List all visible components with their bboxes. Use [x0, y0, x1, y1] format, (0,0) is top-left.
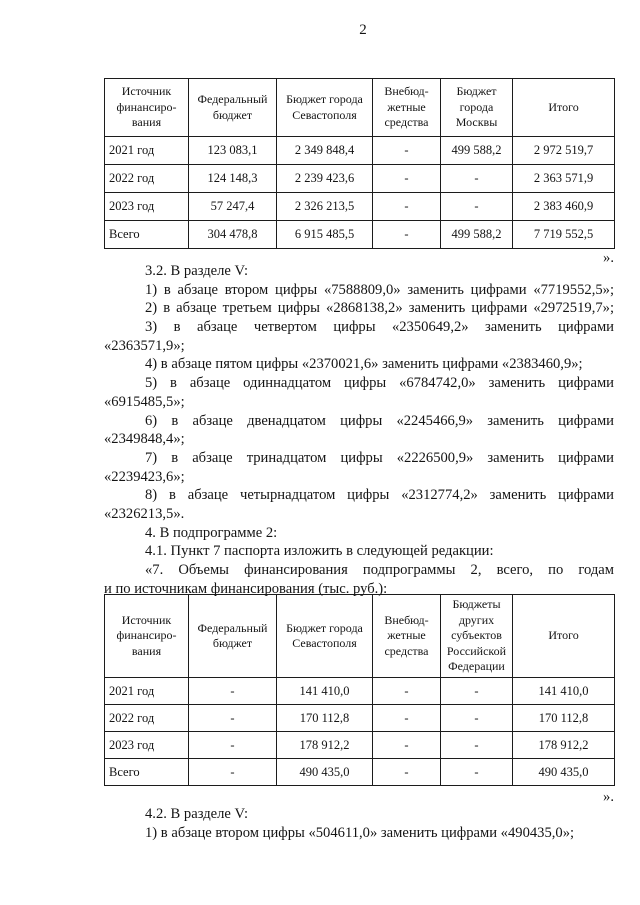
year-label: 2021 год — [105, 678, 189, 705]
extrabudgetary-value: - — [373, 678, 441, 705]
header-total — [513, 79, 615, 137]
amendments-text — [104, 262, 614, 598]
header-line: Севастополя — [292, 107, 357, 122]
sevastopol-budget-value: 178 912,2 — [277, 732, 373, 759]
amendment-item-8: 8) в абзаце четырнадцатом цифры «2312774,2» заменить цифрами — [145, 487, 614, 504]
quote-close-mark: ». — [603, 789, 614, 805]
section-heading-3-2: 3.2. В разделе V: — [145, 263, 249, 279]
header-line: Севастополя — [292, 636, 357, 650]
header-line: Бюджет города — [286, 92, 363, 106]
financing-table-1 — [104, 78, 615, 249]
year-label: 2023 год — [105, 193, 189, 221]
sevastopol-budget-value: 6 915 485,5 — [277, 221, 373, 249]
quote-close-mark: ». — [603, 250, 614, 266]
amendments-text-2 — [104, 805, 614, 842]
amendment-item-2: 2) в абзаце третьем цифры «2868138,2» заменить цифрами «2972519,7»; — [145, 300, 614, 317]
header-line: Федеральный — [197, 92, 268, 106]
header-line: Итого — [548, 628, 579, 643]
total-value: 2 972 519,7 — [513, 137, 615, 165]
financing-table-2 — [104, 594, 615, 786]
total-label: Всего — [105, 759, 189, 786]
header-line: вания — [131, 643, 162, 658]
amendment-item-6: 6) в абзаце двенадцатом цифры «2245466,9» заменить цифрами — [145, 412, 614, 429]
total-value: 141 410,0 — [513, 678, 615, 705]
total-value: 490 435,0 — [513, 759, 615, 786]
header-funding-source — [105, 595, 189, 678]
total-value: 7 719 552,5 — [513, 221, 615, 249]
header-line: Итого — [548, 99, 579, 114]
header-extrabudgetary-funds — [373, 79, 441, 137]
federal-budget-value: 57 247,4 — [189, 193, 277, 221]
header-extrabudgetary-funds — [373, 595, 441, 678]
header-federal-budget — [189, 595, 277, 678]
header-line: финансиро- — [116, 99, 177, 114]
header-line: Внебюд- — [384, 612, 429, 627]
total-value: 2 363 571,9 — [513, 165, 615, 193]
header-federal-budget — [189, 79, 277, 137]
extrabudgetary-value: - — [373, 221, 441, 249]
header-line: города — [459, 99, 494, 114]
header-line: бюджет — [212, 636, 253, 650]
other-subjects-budget-value: - — [441, 759, 513, 786]
amendment-item-1: 1) в абзаце втором цифры «7588809,0» заменить цифрами «7719552,5»; — [145, 281, 614, 298]
federal-budget-value: 304 478,8 — [189, 221, 277, 249]
amendment-item-7-continued: «2239423,6»; — [104, 468, 185, 485]
header-line: субъектов — [451, 628, 502, 643]
header-total — [513, 595, 615, 678]
header-line: Источник — [121, 84, 172, 99]
extrabudgetary-value: - — [373, 193, 441, 221]
amendment-item-5: 5) в абзаце одиннадцатом цифры «6784742,0» заменить цифрами — [145, 375, 614, 392]
year-label: 2022 год — [105, 705, 189, 732]
header-funding-source — [105, 79, 189, 137]
year-label: 2022 год — [105, 165, 189, 193]
table-header-row — [105, 595, 615, 678]
table-row — [105, 678, 615, 705]
header-line: Российской — [446, 643, 507, 658]
moscow-budget-value: 499 588,2 — [441, 137, 513, 165]
year-label: 2021 год — [105, 137, 189, 165]
header-line: средства — [384, 643, 429, 658]
page-number: 2 — [359, 22, 367, 38]
quoted-paragraph-7-continued: и по источникам финансирования (тыс. руб.): — [104, 580, 388, 597]
amendment-item-4: 4) в абзаце пятом цифры «2370021,6» заменить цифрами «2383460,9»; — [145, 356, 583, 373]
sevastopol-budget-value: 170 112,8 — [277, 705, 373, 732]
moscow-budget-value: 499 588,2 — [441, 221, 513, 249]
total-value: 170 112,8 — [513, 705, 615, 732]
header-sevastopol-budget — [277, 595, 373, 678]
table-row — [105, 137, 615, 165]
header-line: жетные — [387, 99, 426, 114]
federal-budget-value: - — [189, 678, 277, 705]
header-line: Федеральный — [197, 620, 268, 635]
header-line: Москвы — [455, 115, 498, 130]
amendment-item-5-continued: «6915485,5»; — [104, 393, 185, 410]
extrabudgetary-value: - — [373, 705, 441, 732]
table-row — [105, 165, 615, 193]
sevastopol-budget-value: 2 239 423,6 — [277, 165, 373, 193]
header-line: средства — [384, 115, 429, 130]
header-moscow-budget — [441, 79, 513, 137]
header-line: финансиро- — [116, 628, 177, 643]
sevastopol-budget-value: 2 349 848,4 — [277, 137, 373, 165]
quoted-paragraph-7: «7. Объемы финансирования подпрограммы 2, всего, по годам — [145, 562, 614, 578]
extrabudgetary-value: - — [373, 165, 441, 193]
other-subjects-budget-value: - — [441, 678, 513, 705]
total-value: 178 912,2 — [513, 732, 615, 759]
section-heading-4-1: 4.1. Пункт 7 паспорта изложить в следующей редакции: — [145, 543, 494, 560]
section-heading-4-2: 4.2. В разделе V: — [145, 806, 249, 822]
moscow-budget-value: - — [441, 193, 513, 221]
sevastopol-budget-value: 141 410,0 — [277, 678, 373, 705]
header-line: Внебюд- — [384, 84, 429, 99]
federal-budget-value: - — [189, 732, 277, 759]
header-line: Бюджет города — [286, 620, 363, 635]
header-line: жетные — [387, 628, 426, 643]
table-row — [105, 193, 615, 221]
amendment-item-3-continued: «2363571,9»; — [104, 337, 185, 354]
section-heading-4: 4. В подпрограмме 2: — [145, 524, 278, 541]
table-row — [105, 732, 615, 759]
federal-budget-value: 124 148,3 — [189, 165, 277, 193]
federal-budget-value: - — [189, 759, 277, 786]
header-other-subjects-budgets — [441, 595, 513, 678]
header-line: вания — [131, 115, 162, 130]
amendment-item-3: 3) в абзаце четвертом цифры «2350649,2» заменить цифрами — [145, 319, 614, 336]
table-row — [105, 705, 615, 732]
total-label: Всего — [105, 221, 189, 249]
table-header-row — [105, 79, 615, 137]
extrabudgetary-value: - — [373, 732, 441, 759]
header-line: Бюджеты — [452, 597, 501, 612]
extrabudgetary-value: - — [373, 759, 441, 786]
table-row — [105, 221, 615, 249]
federal-budget-value: - — [189, 705, 277, 732]
amendment-item-7: 7) в абзаце тринадцатом цифры «2226500,9» заменить цифрами — [145, 449, 614, 466]
federal-budget-value: 123 083,1 — [189, 137, 277, 165]
header-line: Источник — [121, 612, 172, 627]
header-line: Бюджет — [456, 84, 497, 99]
sevastopol-budget-value: 2 326 213,5 — [277, 193, 373, 221]
other-subjects-budget-value: - — [441, 732, 513, 759]
header-sevastopol-budget — [277, 79, 373, 137]
year-label: 2023 год — [105, 732, 189, 759]
header-line: других — [458, 612, 495, 627]
amendment-item-6-continued: «2349848,4»; — [104, 431, 185, 448]
amendment-item-1: 1) в абзаце втором цифры «504611,0» заменить цифрами «490435,0»; — [145, 824, 575, 841]
header-line: бюджет — [212, 107, 253, 122]
extrabudgetary-value: - — [373, 137, 441, 165]
header-line: Федерации — [448, 659, 505, 674]
amendment-item-8-continued: «2326213,5». — [104, 505, 185, 522]
moscow-budget-value: - — [441, 165, 513, 193]
table-row — [105, 759, 615, 786]
total-value: 2 383 460,9 — [513, 193, 615, 221]
sevastopol-budget-value: 490 435,0 — [277, 759, 373, 786]
other-subjects-budget-value: - — [441, 705, 513, 732]
